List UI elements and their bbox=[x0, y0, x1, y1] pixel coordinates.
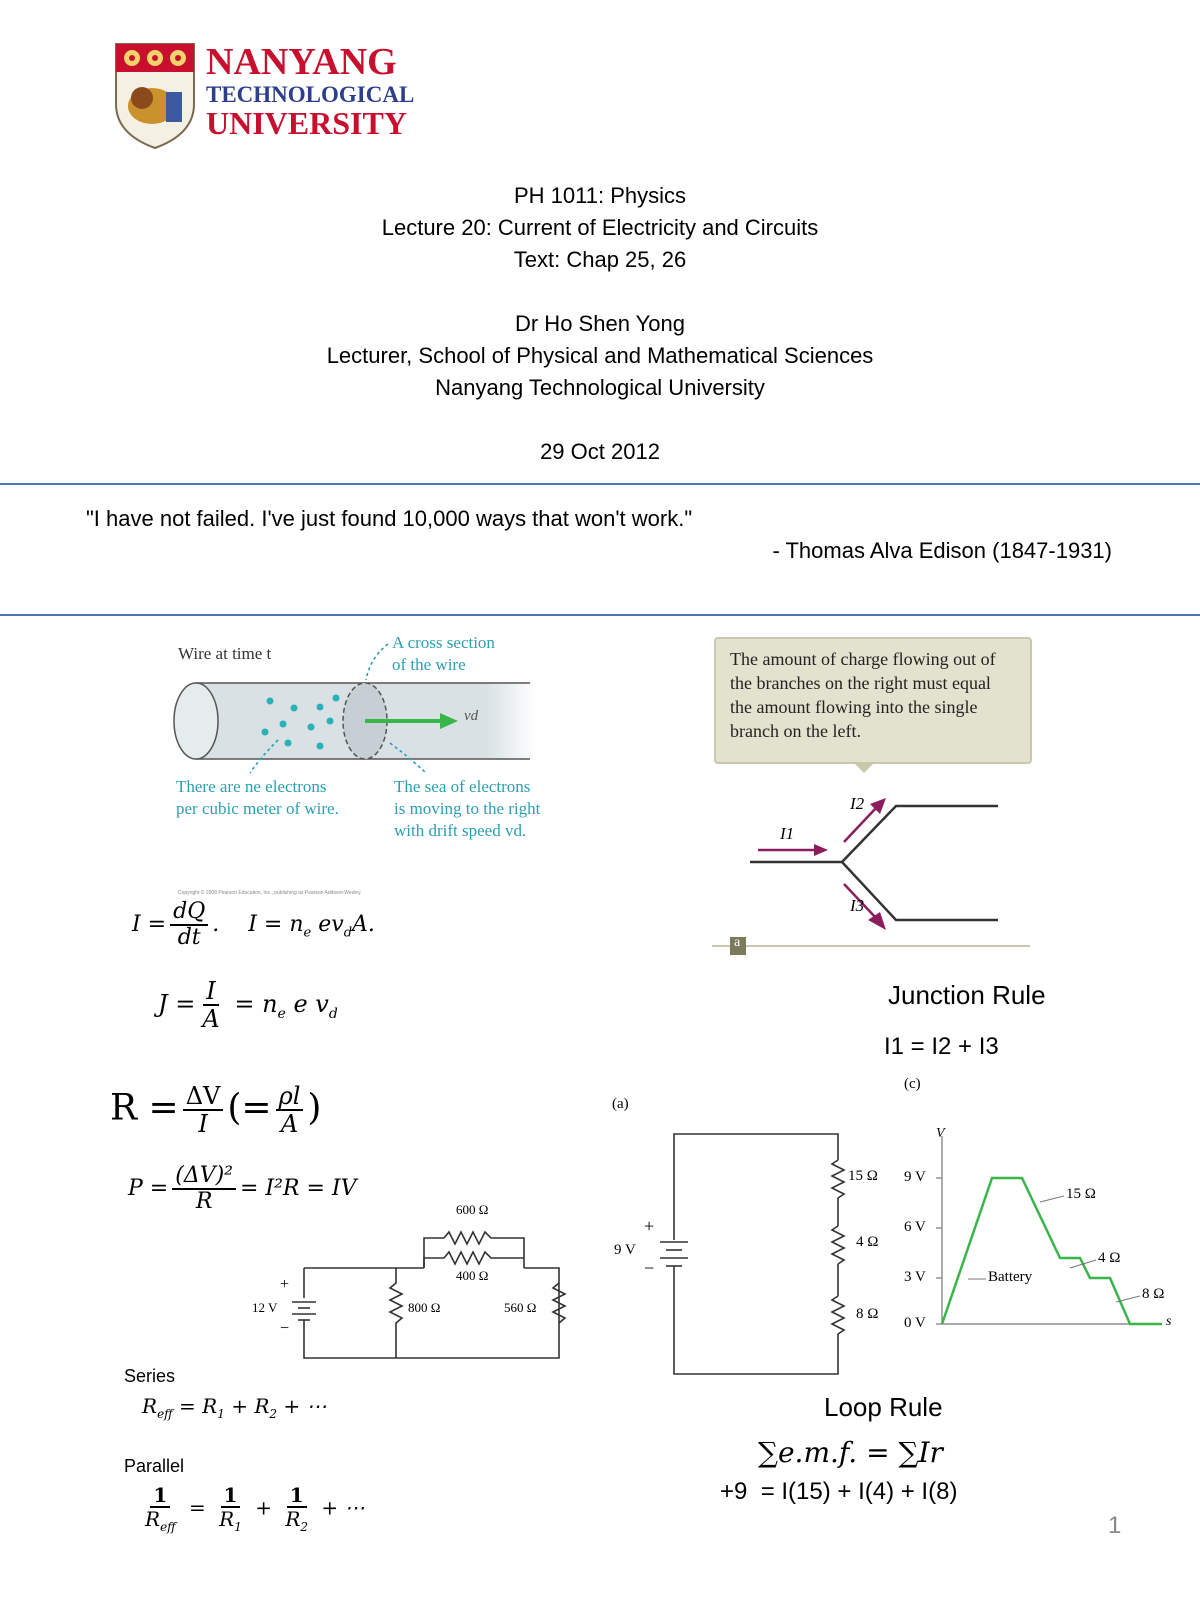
junction-callout: The amount of charge flowing out of the branches on the right must equal the amount flowing into the single branch on the left. bbox=[714, 637, 1032, 764]
current-density-formula: J = $\frac{I}{A}$ = $n_e$ e $v_d$ bbox=[158, 977, 338, 1034]
current-i1-label: I1 bbox=[780, 824, 795, 843]
circuit-left-schematic bbox=[244, 1208, 584, 1378]
drift-caption bbox=[394, 776, 540, 842]
figure-label-a: (a) bbox=[612, 1096, 629, 1112]
divider-bottom bbox=[0, 614, 1200, 616]
cross-section-label bbox=[392, 632, 495, 676]
graph-label-battery: Battery bbox=[988, 1269, 1033, 1285]
junction-diagram bbox=[710, 790, 1040, 960]
university-logo bbox=[114, 42, 414, 150]
caption-right-line2: is moving to the right bbox=[394, 799, 541, 818]
series-label: Series bbox=[124, 1366, 176, 1386]
figure-label-c: (c) bbox=[904, 1076, 921, 1092]
crest-icon bbox=[114, 42, 196, 150]
power-formula: P = $\frac{\text{(ΔV)²}}{R}$ = I²R = IV bbox=[128, 1163, 357, 1215]
loop-rule-equation: +9 = I(15) + I(4) + I(8) bbox=[720, 1478, 958, 1505]
cross-section-line1: A cross section bbox=[392, 633, 495, 652]
battery-plus-sign: + bbox=[280, 1276, 290, 1293]
lecture-title: Lecture 20: Current of Electricity and Circuits bbox=[381, 215, 819, 240]
potential-graph bbox=[900, 1126, 1180, 1336]
institution: Nanyang Technological University bbox=[435, 375, 765, 400]
caption-left-line1: There are ne electrons bbox=[176, 777, 327, 796]
current-i2-label: I2 bbox=[850, 794, 865, 813]
current-formula: I = $\frac{dQ}{dt}$ . $I = n_e$ $ev_dA$. bbox=[132, 899, 375, 951]
resistor-8-label: 8 Ω bbox=[856, 1306, 879, 1322]
resistor-15-label: 15 Ω bbox=[848, 1168, 878, 1184]
logo-line-1: NANYANG bbox=[206, 41, 397, 83]
graph-tick-3v: 3 V bbox=[904, 1269, 926, 1285]
wire-diagram bbox=[170, 628, 590, 904]
loop-rule-formula: ∑e.m.f. = ∑Ir bbox=[758, 1436, 943, 1469]
caption-right-line1: The sea of electrons bbox=[394, 777, 531, 796]
divider-top bbox=[0, 483, 1200, 485]
current-i3-label: I3 bbox=[850, 896, 865, 915]
cross-section-line2: of the wire bbox=[392, 655, 466, 674]
lecturer-name: Dr Ho Shen Yong bbox=[514, 311, 686, 336]
parallel-formula: $\frac{1}{R_{eff}}$ = $\frac{1}{R_1}$ + $\frac{1}{R_2}$ + ⋯ bbox=[145, 1483, 365, 1534]
lecturer-position: Lecturer, School of Physical and Mathematical Sciences bbox=[326, 343, 874, 368]
junction-rule-title: Junction Rule bbox=[888, 980, 1046, 1010]
resistor-560-label: 560 Ω bbox=[504, 1300, 537, 1315]
graph-tick-0v: 0 V bbox=[904, 1315, 926, 1331]
graph-tick-6v: 6 V bbox=[904, 1219, 926, 1235]
battery-plus-sign-right: + bbox=[644, 1216, 655, 1236]
battery-9v-label: 9 V bbox=[614, 1242, 636, 1258]
resistor-600-label: 600 Ω bbox=[456, 1202, 489, 1217]
quote-text: "I have not failed. I've just found 10,000 ways that won't work." bbox=[86, 506, 693, 531]
title-block bbox=[0, 180, 1200, 468]
junction-rule-equation: I1 = I2 + I3 bbox=[884, 1033, 999, 1060]
course-title: PH 1011: Physics bbox=[513, 183, 686, 208]
electron-density-caption bbox=[176, 776, 339, 820]
graph-label-4: 4 Ω bbox=[1098, 1250, 1121, 1266]
circuit-diagram-left bbox=[244, 1202, 584, 1378]
junction-schematic bbox=[710, 790, 1040, 960]
resistor-800-label: 800 Ω bbox=[408, 1300, 441, 1315]
wire-figure bbox=[170, 628, 590, 904]
loop-rule-title: Loop Rule bbox=[824, 1392, 943, 1422]
figure-tag-a: a bbox=[734, 935, 741, 950]
battery-minus-sign-right: − bbox=[644, 1258, 655, 1278]
logo-line-3: UNIVERSITY bbox=[206, 105, 407, 141]
parallel-label: Parallel bbox=[124, 1456, 185, 1476]
logo-line-2: TECHNOLOGICAL bbox=[206, 82, 415, 107]
graph-axis-s: s bbox=[1166, 1314, 1172, 1329]
text-reference: Text: Chap 25, 26 bbox=[513, 247, 687, 272]
series-formula: $R_{eff} = R_1 + R_2$ + ⋯ bbox=[142, 1394, 327, 1421]
circuit-diagram-right bbox=[612, 1128, 892, 1388]
graph-label-8: 8 Ω bbox=[1142, 1286, 1165, 1302]
caption-right-line3: with drift speed vd. bbox=[394, 821, 527, 840]
resistance-formula: R = $\frac{\Delta V}{I}$ (= $\frac{\rho l}{A}$ ) bbox=[110, 1082, 322, 1139]
page-number: 1 bbox=[1108, 1512, 1122, 1539]
lecture-date: 29 Oct 2012 bbox=[540, 439, 660, 464]
battery-12v-label: 12 V bbox=[252, 1300, 278, 1315]
caption-left-line2: per cubic meter of wire. bbox=[176, 799, 339, 818]
wire-copyright: Copyright © 2008 Pearson Education, Inc., publishing as Pearson Addison-Wesley. bbox=[178, 890, 362, 896]
wire-time-label: Wire at time t bbox=[178, 644, 272, 663]
quote-author: - Thomas Alva Edison (1847-1931) bbox=[772, 538, 1112, 563]
callout-pointer bbox=[854, 763, 874, 773]
drift-velocity-label: vd bbox=[464, 708, 479, 724]
graph-tick-9v: 9 V bbox=[904, 1169, 926, 1185]
graph-axis-v: V bbox=[936, 1126, 945, 1141]
potential-graph-plot bbox=[900, 1126, 1180, 1336]
resistor-4-label: 4 Ω bbox=[856, 1234, 879, 1250]
resistor-400-label: 400 Ω bbox=[456, 1268, 489, 1283]
graph-label-15: 15 Ω bbox=[1066, 1186, 1096, 1202]
battery-minus-sign: − bbox=[280, 1320, 290, 1337]
